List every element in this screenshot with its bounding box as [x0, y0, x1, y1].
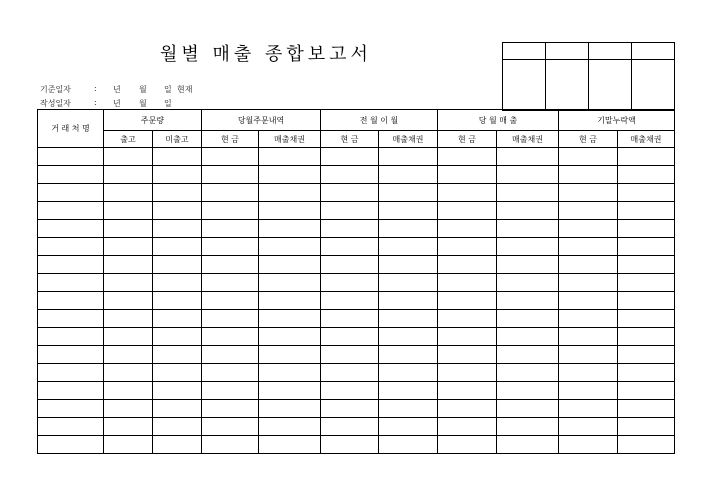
table-cell[interactable]	[259, 256, 321, 274]
table-cell[interactable]	[321, 238, 379, 256]
table-cell[interactable]	[321, 274, 379, 292]
table-cell[interactable]	[153, 364, 202, 382]
table-row	[38, 400, 675, 418]
table-cell[interactable]	[438, 256, 497, 274]
table-cell[interactable]	[438, 184, 497, 202]
table-cell[interactable]	[153, 148, 202, 166]
table-cell[interactable]	[559, 310, 618, 328]
table-cell[interactable]	[379, 346, 438, 364]
write-date-label: 작성일자	[40, 99, 71, 108]
table-cell[interactable]	[618, 220, 675, 238]
table-row	[38, 148, 675, 166]
table-cell[interactable]	[379, 238, 438, 256]
table-cell[interactable]	[618, 202, 675, 220]
table-cell[interactable]	[497, 274, 559, 292]
table-row	[38, 310, 675, 328]
table-cell[interactable]	[321, 328, 379, 346]
group-header-carried-over: 전 월 이 월	[321, 110, 438, 131]
table-cell[interactable]	[438, 328, 497, 346]
table-cell[interactable]	[379, 328, 438, 346]
table-cell[interactable]	[321, 436, 379, 454]
table-cell[interactable]	[497, 346, 559, 364]
table-cell[interactable]	[559, 418, 618, 436]
table-row	[38, 220, 675, 238]
base-date-label: 기준일자	[40, 85, 71, 94]
table-row	[38, 382, 675, 400]
table-cell[interactable]	[259, 436, 321, 454]
table-cell[interactable]	[559, 364, 618, 382]
group-header-current-orders: 당월주문내역	[202, 110, 321, 131]
approval-header-cell	[589, 43, 632, 60]
base-date-as-of: 현재	[177, 85, 193, 94]
table-cell[interactable]	[202, 436, 259, 454]
table-cell[interactable]	[379, 400, 438, 418]
table-cell[interactable]	[618, 436, 675, 454]
table-cell[interactable]	[259, 346, 321, 364]
table-cell[interactable]	[321, 364, 379, 382]
table-row	[38, 202, 675, 220]
base-date-colon: :	[94, 84, 97, 93]
table-cell[interactable]	[559, 238, 618, 256]
table-cell[interactable]	[153, 436, 202, 454]
subheader-cash: 현 금	[438, 131, 497, 148]
subheader-receivables: 매출채권	[618, 131, 675, 148]
approval-header-cell	[632, 43, 675, 60]
table-cell[interactable]	[438, 292, 497, 310]
table-cell[interactable]	[497, 166, 559, 184]
approval-header-cell	[546, 43, 589, 60]
table-cell[interactable]	[259, 184, 321, 202]
subheader-cash: 현 금	[321, 131, 379, 148]
table-cell[interactable]	[104, 418, 153, 436]
subheader-receivables: 매출채권	[497, 131, 559, 148]
table-cell[interactable]	[379, 364, 438, 382]
table-cell[interactable]	[259, 328, 321, 346]
table-cell[interactable]	[153, 346, 202, 364]
table-row	[38, 418, 675, 436]
table-cell[interactable]	[153, 202, 202, 220]
client-name-cell[interactable]	[38, 400, 104, 418]
table-cell[interactable]	[259, 364, 321, 382]
approval-header-cell	[503, 43, 546, 60]
table-cell[interactable]	[497, 364, 559, 382]
table-cell[interactable]	[153, 382, 202, 400]
table-cell[interactable]	[559, 292, 618, 310]
table-cell[interactable]	[379, 166, 438, 184]
table-cell[interactable]	[559, 400, 618, 418]
sales-report-table	[37, 109, 675, 454]
base-date-year: 년	[113, 85, 121, 94]
table-cell[interactable]	[559, 436, 618, 454]
table-cell[interactable]	[153, 328, 202, 346]
table-cell[interactable]	[153, 166, 202, 184]
table-cell[interactable]	[259, 202, 321, 220]
base-date-day: 일	[164, 85, 172, 94]
write-date-day: 일	[164, 99, 172, 108]
table-cell[interactable]	[618, 292, 675, 310]
table-cell[interactable]	[153, 292, 202, 310]
table-cell[interactable]	[321, 184, 379, 202]
table-cell[interactable]	[438, 310, 497, 328]
table-cell[interactable]	[559, 166, 618, 184]
table-cell[interactable]	[104, 310, 153, 328]
subheader-receivables: 매출채권	[379, 131, 438, 148]
table-cell[interactable]	[153, 274, 202, 292]
table-cell[interactable]	[104, 148, 153, 166]
client-name-cell[interactable]	[38, 202, 104, 220]
table-cell[interactable]	[438, 364, 497, 382]
table-cell[interactable]	[379, 148, 438, 166]
table-cell[interactable]	[618, 166, 675, 184]
table-row	[38, 436, 675, 454]
client-name-cell[interactable]	[38, 364, 104, 382]
table-cell[interactable]	[104, 220, 153, 238]
table-cell[interactable]	[202, 400, 259, 418]
table-cell[interactable]	[321, 292, 379, 310]
write-date-year: 년	[113, 99, 121, 108]
table-cell[interactable]	[379, 202, 438, 220]
table-cell[interactable]	[104, 382, 153, 400]
approval-sign-cell	[546, 60, 589, 111]
table-cell[interactable]	[202, 238, 259, 256]
table-cell[interactable]	[259, 400, 321, 418]
client-name-cell[interactable]	[38, 166, 104, 184]
table-cell[interactable]	[618, 364, 675, 382]
table-cell[interactable]	[202, 364, 259, 382]
table-cell[interactable]	[104, 328, 153, 346]
client-name-cell[interactable]	[38, 346, 104, 364]
table-cell[interactable]	[259, 310, 321, 328]
table-cell[interactable]	[438, 382, 497, 400]
table-cell[interactable]	[202, 346, 259, 364]
table-cell[interactable]	[153, 184, 202, 202]
table-cell[interactable]	[379, 310, 438, 328]
table-cell[interactable]	[104, 166, 153, 184]
table-cell[interactable]	[379, 256, 438, 274]
client-name-cell[interactable]	[38, 310, 104, 328]
table-cell[interactable]	[202, 292, 259, 310]
table-cell[interactable]	[438, 220, 497, 238]
table-cell[interactable]	[104, 256, 153, 274]
table-cell[interactable]	[104, 364, 153, 382]
table-cell[interactable]	[497, 184, 559, 202]
table-row	[38, 256, 675, 274]
table-cell[interactable]	[259, 220, 321, 238]
group-header-period-end-missing: 기말누락액	[559, 110, 675, 131]
table-cell[interactable]	[618, 418, 675, 436]
table-cell[interactable]	[153, 310, 202, 328]
table-row	[38, 364, 675, 382]
table-cell[interactable]	[497, 382, 559, 400]
table-cell[interactable]	[618, 184, 675, 202]
client-name-cell[interactable]	[38, 328, 104, 346]
table-cell[interactable]	[559, 148, 618, 166]
client-name-cell[interactable]	[38, 184, 104, 202]
table-cell[interactable]	[259, 238, 321, 256]
table-row	[38, 292, 675, 310]
subheader-cash: 현 금	[202, 131, 259, 148]
table-cell[interactable]	[153, 220, 202, 238]
client-name-cell[interactable]	[38, 292, 104, 310]
table-row	[38, 274, 675, 292]
table-row	[38, 184, 675, 202]
table-cell[interactable]	[438, 202, 497, 220]
table-cell[interactable]	[153, 418, 202, 436]
approval-sign-cell	[632, 60, 675, 111]
table-cell[interactable]	[379, 292, 438, 310]
table-cell[interactable]	[559, 220, 618, 238]
table-cell[interactable]	[618, 274, 675, 292]
table-cell[interactable]	[321, 346, 379, 364]
subheader-cash: 현 금	[559, 131, 618, 148]
table-cell[interactable]	[321, 166, 379, 184]
table-cell[interactable]	[438, 238, 497, 256]
table-cell[interactable]	[497, 238, 559, 256]
table-cell[interactable]	[559, 274, 618, 292]
subheader-receivables: 매출채권	[259, 131, 321, 148]
table-cell[interactable]	[259, 274, 321, 292]
table-cell[interactable]	[497, 292, 559, 310]
table-cell[interactable]	[202, 418, 259, 436]
approval-sign-cell	[589, 60, 632, 111]
table-cell[interactable]	[153, 256, 202, 274]
approval-box	[502, 42, 675, 111]
subheader-unshipped: 미출고	[153, 131, 202, 148]
table-cell[interactable]	[438, 400, 497, 418]
document-title: 월별 매출 종합보고서	[160, 44, 372, 65]
table-cell[interactable]	[321, 202, 379, 220]
table-cell[interactable]	[559, 256, 618, 274]
client-name-cell[interactable]	[38, 382, 104, 400]
table-cell[interactable]	[618, 148, 675, 166]
table-cell[interactable]	[321, 310, 379, 328]
table-cell[interactable]	[104, 238, 153, 256]
table-cell[interactable]	[153, 400, 202, 418]
table-cell[interactable]	[321, 418, 379, 436]
table-cell[interactable]	[259, 148, 321, 166]
approval-sign-cell	[503, 60, 546, 111]
table-cell[interactable]	[559, 382, 618, 400]
table-cell[interactable]	[104, 184, 153, 202]
client-name-cell[interactable]	[38, 274, 104, 292]
table-cell[interactable]	[321, 256, 379, 274]
table-cell[interactable]	[618, 238, 675, 256]
write-date-colon: :	[94, 98, 97, 107]
table-cell[interactable]	[104, 346, 153, 364]
table-cell[interactable]	[559, 202, 618, 220]
table-cell[interactable]	[321, 220, 379, 238]
table-cell[interactable]	[202, 220, 259, 238]
table-cell[interactable]	[438, 148, 497, 166]
table-cell[interactable]	[618, 346, 675, 364]
client-name-cell[interactable]	[38, 418, 104, 436]
client-name-cell[interactable]	[38, 238, 104, 256]
table-cell[interactable]	[104, 202, 153, 220]
table-cell[interactable]	[379, 382, 438, 400]
table-cell[interactable]	[559, 184, 618, 202]
table-cell[interactable]	[202, 328, 259, 346]
table-cell[interactable]	[379, 184, 438, 202]
subheader-shipped: 출고	[104, 131, 153, 148]
table-cell[interactable]	[497, 436, 559, 454]
table-cell[interactable]	[104, 292, 153, 310]
table-cell[interactable]	[259, 292, 321, 310]
table-cell[interactable]	[321, 148, 379, 166]
table-cell[interactable]	[321, 382, 379, 400]
table-cell[interactable]	[497, 418, 559, 436]
table-cell[interactable]	[559, 346, 618, 364]
table-cell[interactable]	[497, 400, 559, 418]
table-cell[interactable]	[618, 310, 675, 328]
table-row	[38, 328, 675, 346]
table-cell[interactable]	[438, 274, 497, 292]
write-date-month: 월	[139, 99, 147, 108]
table-row	[38, 346, 675, 364]
group-header-monthly-sales: 당 월 매 출	[438, 110, 559, 131]
client-name-cell[interactable]	[38, 256, 104, 274]
table-cell[interactable]	[259, 382, 321, 400]
table-cell[interactable]	[202, 274, 259, 292]
client-name-cell[interactable]	[38, 436, 104, 454]
table-cell[interactable]	[497, 310, 559, 328]
table-cell[interactable]	[202, 202, 259, 220]
table-cell[interactable]	[618, 328, 675, 346]
base-date-month: 월	[139, 85, 147, 94]
table-cell[interactable]	[379, 436, 438, 454]
table-cell[interactable]	[202, 148, 259, 166]
table-cell[interactable]	[497, 220, 559, 238]
table-cell[interactable]	[104, 400, 153, 418]
client-name-header: 거 래 처 명	[38, 110, 104, 148]
table-cell[interactable]	[104, 436, 153, 454]
table-cell[interactable]	[497, 328, 559, 346]
table-cell[interactable]	[202, 310, 259, 328]
table-cell[interactable]	[202, 166, 259, 184]
table-cell[interactable]	[497, 256, 559, 274]
table-cell[interactable]	[202, 256, 259, 274]
table-cell[interactable]	[202, 382, 259, 400]
table-cell[interactable]	[104, 274, 153, 292]
table-cell[interactable]	[202, 184, 259, 202]
table-cell[interactable]	[618, 400, 675, 418]
table-cell[interactable]	[618, 382, 675, 400]
table-cell[interactable]	[379, 418, 438, 436]
table-cell[interactable]	[497, 148, 559, 166]
table-cell[interactable]	[497, 202, 559, 220]
table-cell[interactable]	[438, 346, 497, 364]
table-row	[38, 238, 675, 256]
table-cell[interactable]	[559, 328, 618, 346]
client-name-cell[interactable]	[38, 148, 104, 166]
table-cell[interactable]	[438, 166, 497, 184]
group-header-order-qty: 주문량	[104, 110, 202, 131]
table-cell[interactable]	[321, 400, 379, 418]
table-cell[interactable]	[438, 436, 497, 454]
table-cell[interactable]	[438, 418, 497, 436]
table-cell[interactable]	[259, 418, 321, 436]
table-cell[interactable]	[153, 238, 202, 256]
table-cell[interactable]	[379, 220, 438, 238]
table-cell[interactable]	[379, 274, 438, 292]
table-cell[interactable]	[259, 166, 321, 184]
table-cell[interactable]	[618, 256, 675, 274]
client-name-cell[interactable]	[38, 220, 104, 238]
table-row	[38, 166, 675, 184]
